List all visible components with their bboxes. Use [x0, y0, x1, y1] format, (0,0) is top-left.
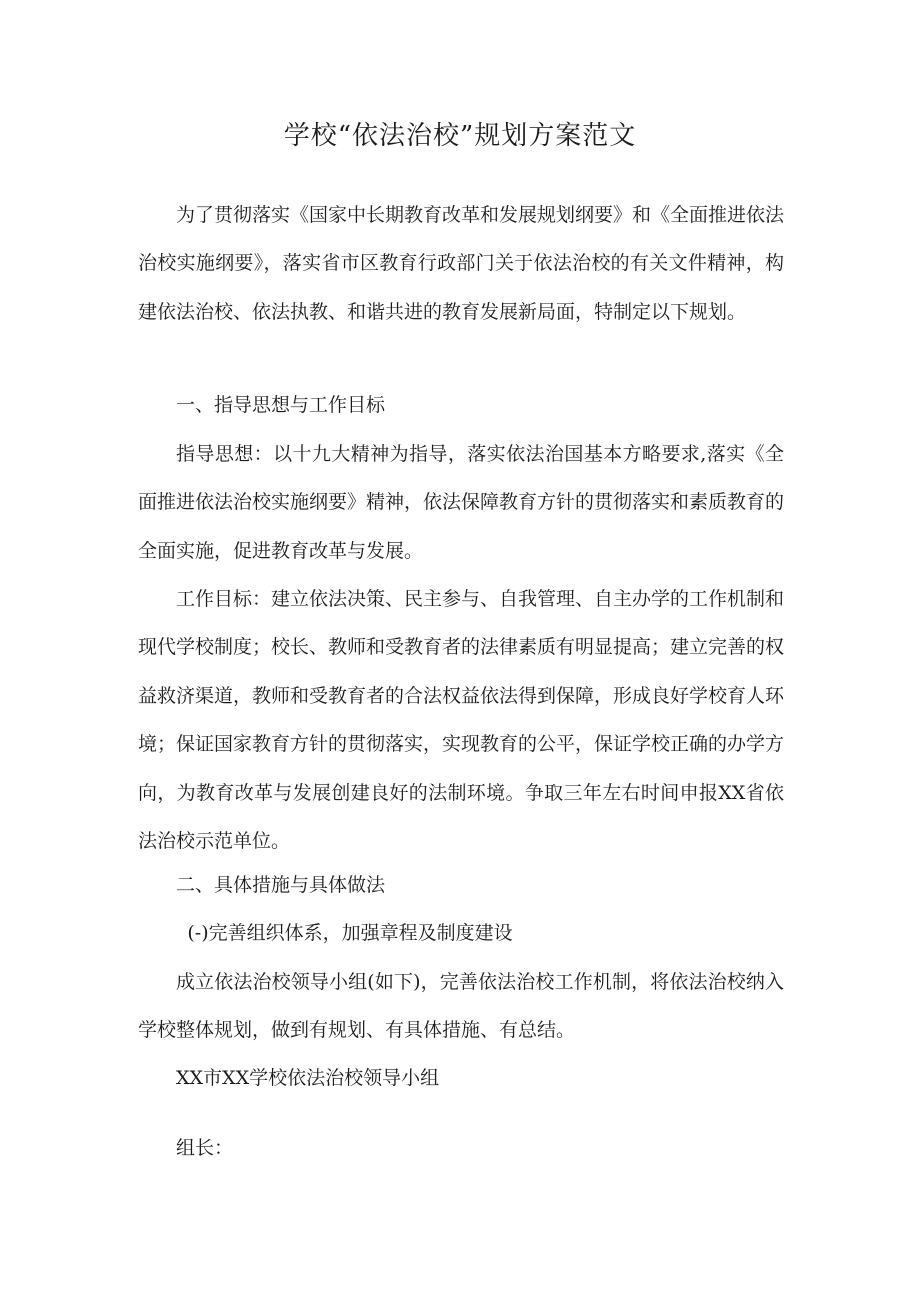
intro-paragraph: 为了贯彻落实《国家中长期教育改革和发展规划纲要》和《全面推进依法治校实施纲要》，落实省市区教育行政部门关于依法治校的有关文件精神，构建依法治校、依法执教、和谐共进的教育发展新局面，特制定以下规划。	[138, 204, 785, 323]
measures-paragraph: 成立依法治校领导小组(如下)，完善依法治校工作机制，将依法治校纳入学校整体规划，做到有规划、有具体措施、有总结。	[138, 971, 784, 1042]
section-heading-1: 一、指导思想与工作目标	[176, 394, 386, 416]
guiding-ideology-paragraph: 指导思想：以十九大精神为指导，落实依法治国基本方略要求,落实《全面推进依法治校实施纲要》精神，依法保障教育方针的贯彻落实和素质教育的全面实施，促进教育改革与发展。	[138, 443, 785, 562]
leadership-group-title: XX市XX学校依法治校领导小组	[176, 1067, 440, 1089]
section-heading-2: 二、具体措施与具体做法	[176, 874, 386, 896]
document-title: 学校“依法治校”规划方案范文	[283, 121, 637, 151]
work-goals-paragraph: 工作目标：建立依法决策、民主参与、自我管理、自主办学的工作机制和现代学校制度；校长、教师和受教育者的法律素质有明显提高；建立完善的权益救济渠道，教师和受教育者的合法权益依法得到保障，形成良好学校育人环境；保证国家教育方针的贯彻落实，实现教育的公平，保证学校正确的办学方向，为教育改革与发展创建良好的法制环境。争取三年左右时间申报XX省依法治校示范单位。	[138, 588, 785, 853]
subsection-heading-1: (-)完善组织体系，加强章程及制度建设	[187, 922, 513, 944]
group-leader-label: 组长：	[176, 1137, 234, 1159]
